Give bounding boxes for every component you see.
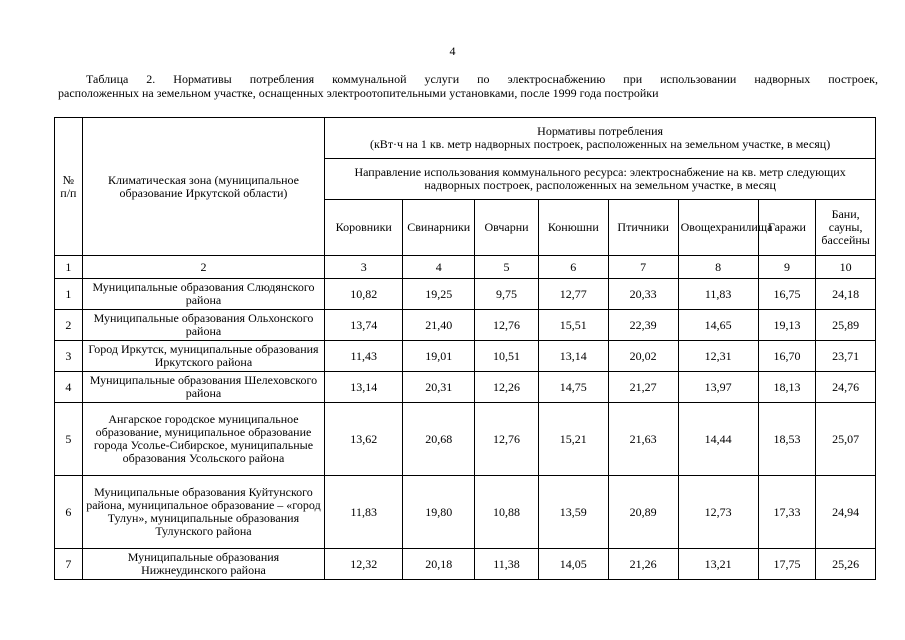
column-number: 7: [608, 256, 678, 279]
column-header: Птичники: [608, 200, 678, 256]
row-value: 17,75: [758, 549, 816, 580]
column-number: 1: [55, 256, 83, 279]
row-value: 20,33: [608, 279, 678, 310]
row-value: 16,70: [758, 341, 816, 372]
row-value: 18,53: [758, 403, 816, 476]
row-value: 13,97: [678, 372, 758, 403]
row-index: 1: [55, 279, 83, 310]
column-number: 8: [678, 256, 758, 279]
row-value: 21,26: [608, 549, 678, 580]
column-header: Бани, сауны, бассейны: [816, 200, 876, 256]
row-value: 17,33: [758, 476, 816, 549]
norms-table: [54, 117, 876, 580]
header-norms: [325, 118, 876, 159]
row-value: 13,74: [325, 310, 403, 341]
row-index: 3: [55, 341, 83, 372]
row-value: 14,65: [678, 310, 758, 341]
row-value: 19,25: [403, 279, 475, 310]
column-header: Овчарни: [475, 200, 539, 256]
row-zone: Муниципальные образования Шелеховского района: [82, 372, 324, 403]
caption-line-1: Таблица 2. Нормативы потребления коммунальной услуги по электроснабжению при использовании надворных построек,: [86, 72, 878, 86]
row-value: 24,76: [816, 372, 876, 403]
table-caption: [58, 72, 878, 100]
row-value: 13,14: [538, 341, 608, 372]
row-zone: Муниципальные образования Куйтунского района, муниципальное образование – «город Тулун», муниципальные образования Тулунского района: [82, 476, 324, 549]
column-number: 9: [758, 256, 816, 279]
column-number: 2: [82, 256, 324, 279]
row-index: 4: [55, 372, 83, 403]
row-value: 11,83: [678, 279, 758, 310]
column-header: Овощехранилища: [678, 200, 758, 256]
row-value: 24,18: [816, 279, 876, 310]
table-row: [55, 341, 876, 372]
page-number: 4: [449, 44, 456, 58]
row-value: 19,13: [758, 310, 816, 341]
row-value: 19,80: [403, 476, 475, 549]
row-value: 14,05: [538, 549, 608, 580]
column-header: Конюшни: [538, 200, 608, 256]
row-value: 14,75: [538, 372, 608, 403]
column-number: 3: [325, 256, 403, 279]
row-value: 10,88: [475, 476, 539, 549]
row-value: 20,31: [403, 372, 475, 403]
row-value: 12,26: [475, 372, 539, 403]
row-index: 2: [55, 310, 83, 341]
row-value: 13,21: [678, 549, 758, 580]
row-zone: Муниципальные образования Нижнеудинского района: [82, 549, 324, 580]
row-zone: Муниципальные образования Слюдянского района: [82, 279, 324, 310]
row-zone: Город Иркутск, муниципальные образования Иркутского района: [82, 341, 324, 372]
row-value: 18,13: [758, 372, 816, 403]
row-zone: Ангарское городское муниципальное образование, муниципальное образование города Усолье-Сибирское, муниципальные образования Усольского района: [82, 403, 324, 476]
row-value: 20,18: [403, 549, 475, 580]
header-norms-title: Нормативы потребления: [537, 124, 664, 138]
row-value: 12,31: [678, 341, 758, 372]
row-value: 19,01: [403, 341, 475, 372]
row-value: 12,77: [538, 279, 608, 310]
row-value: 15,51: [538, 310, 608, 341]
table-body: [55, 279, 876, 580]
row-value: 11,83: [325, 476, 403, 549]
row-zone: Муниципальные образования Ольхонского района: [82, 310, 324, 341]
row-value: 25,89: [816, 310, 876, 341]
row-value: 25,26: [816, 549, 876, 580]
row-value: 12,32: [325, 549, 403, 580]
row-value: 23,71: [816, 341, 876, 372]
table-row: [55, 476, 876, 549]
caption-line-2: расположенных на земельном участке, оснащенных электроотопительными установками, после 1999 года постройки: [58, 86, 659, 100]
column-number: 5: [475, 256, 539, 279]
row-value: 12,76: [475, 403, 539, 476]
row-value: 21,27: [608, 372, 678, 403]
row-value: 13,14: [325, 372, 403, 403]
table-row: [55, 549, 876, 580]
row-index: 5: [55, 403, 83, 476]
column-header: Коровники: [325, 200, 403, 256]
row-index: 6: [55, 476, 83, 549]
row-value: 20,68: [403, 403, 475, 476]
column-header: Гаражи: [758, 200, 816, 256]
header-norms-unit: (кВт·ч на 1 кв. метр надворных построек, расположенных на земельном участке, в месяц): [369, 137, 831, 151]
row-value: 11,38: [475, 549, 539, 580]
row-value: 9,75: [475, 279, 539, 310]
row-value: 25,07: [816, 403, 876, 476]
table-row: [55, 403, 876, 476]
column-header: Свинарники: [403, 200, 475, 256]
row-index: 7: [55, 549, 83, 580]
row-value: 12,73: [678, 476, 758, 549]
row-value: 15,21: [538, 403, 608, 476]
row-value: 16,75: [758, 279, 816, 310]
row-value: 24,94: [816, 476, 876, 549]
row-value: 13,59: [538, 476, 608, 549]
row-value: 21,63: [608, 403, 678, 476]
header-direction: Направление использования коммунального ресурса: электроснабжение на кв. метр следующих надворных построек, расположенных на земельном участке, в месяц: [325, 159, 876, 200]
row-value: 20,02: [608, 341, 678, 372]
row-value: 22,39: [608, 310, 678, 341]
row-value: 14,44: [678, 403, 758, 476]
row-value: 10,82: [325, 279, 403, 310]
row-value: 13,62: [325, 403, 403, 476]
column-number: 10: [816, 256, 876, 279]
table-row: [55, 279, 876, 310]
row-value: 12,76: [475, 310, 539, 341]
row-value: 10,51: [475, 341, 539, 372]
header-zone: Климатическая зона (муниципальное образование Иркутской области): [82, 118, 324, 256]
table-row: [55, 372, 876, 403]
table-row: [55, 310, 876, 341]
column-number: 6: [538, 256, 608, 279]
row-value: 21,40: [403, 310, 475, 341]
header-index: № п/п: [55, 118, 83, 256]
column-number: 4: [403, 256, 475, 279]
row-value: 20,89: [608, 476, 678, 549]
row-value: 11,43: [325, 341, 403, 372]
